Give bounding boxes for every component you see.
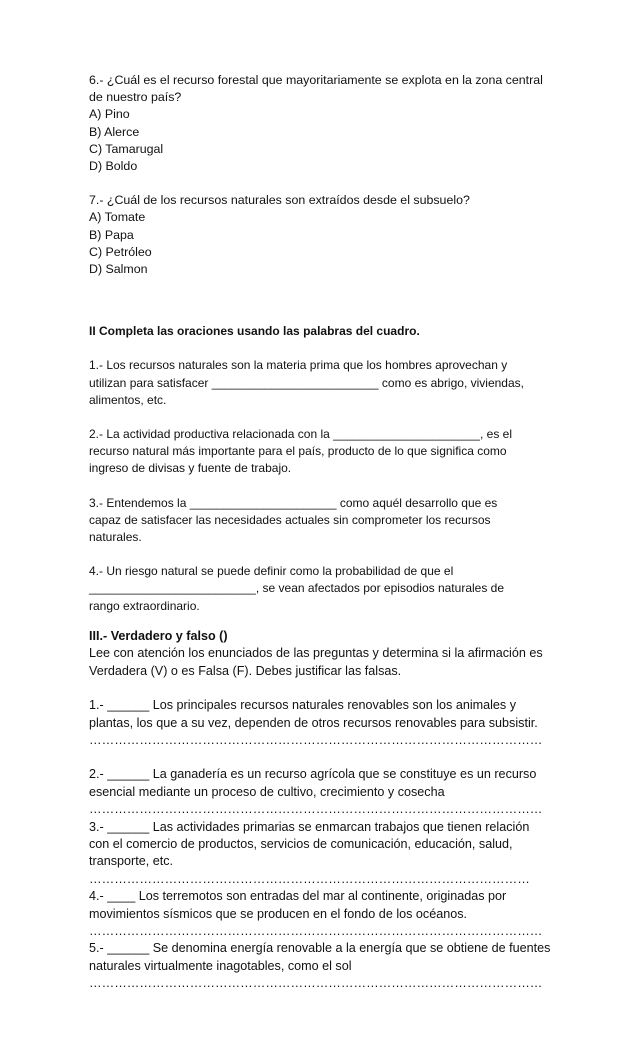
spacer: [89, 278, 559, 323]
spacer: [89, 749, 559, 766]
section-3-heading: III.- Verdadero y falso (): [89, 628, 228, 643]
question-7-line: 7.- ¿Cuál de los recursos naturales son extraídos desde el subsuelo?: [89, 193, 470, 208]
item-line: 1.- ______ Los principales recursos naturales renovables son los animales y: [89, 698, 517, 713]
fill-in-item-2: [89, 426, 559, 478]
item-line: movimientos sísmicos que se producen en el fondo de los océanos.: [89, 906, 468, 921]
item-line: rango extraordinario.: [89, 598, 200, 613]
item-line: utilizan para satisfacer _________________________ como es abrigo, viviendas,: [89, 375, 524, 390]
question-6-line: 6.- ¿Cuál es el recurso forestal que mayoritariamente se explota en la zona central: [89, 73, 543, 87]
question-6: [89, 72, 559, 175]
item-line: 3.- Entendemos la ______________________ como aquél desarrollo que es: [89, 495, 498, 510]
item-line: transporte, etc.: [89, 854, 173, 869]
section-2-heading: II Completa las oraciones usando las palabras del cuadro.: [89, 324, 420, 339]
justification-line: ………………………………………………………………………………………………: [89, 802, 543, 817]
spacer: [89, 546, 559, 563]
true-false-item-3: [89, 819, 559, 889]
item-line: 1.- Los recursos naturales son la materia prima que los hombres aprovechan y: [89, 358, 508, 373]
fill-in-item-4: [89, 563, 559, 615]
item-line: naturales.: [89, 530, 142, 545]
spacer: [89, 409, 559, 426]
fill-in-item-3: [89, 495, 559, 547]
document-page: [89, 72, 559, 993]
justification-line: ………………………………………………………………………………………………: [89, 976, 543, 991]
item-line: con el comercio de productos, servicios de comunicación, educación, salud,: [89, 836, 513, 851]
option-d: D) Boldo: [89, 159, 138, 174]
item-line: alimentos, etc.: [89, 392, 167, 407]
true-false-item-1: [89, 697, 559, 749]
option-a: A) Tomate: [89, 210, 146, 225]
question-6-line: de nuestro país?: [89, 90, 182, 105]
item-line: esencial mediante un proceso de cultivo, crecimiento y cosecha: [89, 784, 445, 799]
option-a: A) Pino: [89, 107, 130, 122]
option-d: D) Salmon: [89, 262, 148, 277]
item-line: 4.- Un riesgo natural se puede definir como la probabilidad de que el: [89, 564, 454, 579]
spacer: [89, 340, 559, 357]
item-line: capaz de satisfacer las necesidades actuales sin comprometer los recursos: [89, 512, 491, 527]
option-b: B) Papa: [89, 227, 134, 242]
spacer: [89, 615, 559, 628]
item-line: ingreso de divisas y fuente de trabajo.: [89, 461, 292, 476]
item-line: 3.- ______ Las actividades primarias se enmarcan trabajos que tienen relación: [89, 819, 530, 834]
option-b: B) Alerce: [89, 124, 140, 139]
question-7: [89, 192, 559, 278]
item-line: _________________________, se vean afectados por episodios naturales de: [89, 581, 505, 596]
item-line: 5.- ______ Se denomina energía renovable a la energía que se obtiene de fuentes: [89, 941, 551, 956]
fill-in-item-1: [89, 357, 559, 409]
justification-line: ………………………………………………………………………………………………: [89, 923, 543, 938]
section-3: [89, 628, 559, 993]
option-c: C) Petróleo: [89, 244, 152, 259]
spacer: [89, 680, 559, 697]
item-line: 2.- ______ La ganadería es un recurso agrícola que se constituye es un recurso: [89, 767, 537, 782]
true-false-item-4: [89, 888, 559, 940]
spacer: [89, 478, 559, 495]
item-line: plantas, los que a su vez, dependen de otros recursos renovables para subsistir.: [89, 715, 538, 730]
justification-line: ………………………………………………………………………………………………: [89, 732, 543, 747]
spacer: [89, 175, 559, 192]
item-line: 2.- La actividad productiva relacionada con la ______________________, es el: [89, 427, 512, 442]
section-3-intro-line: Lee con atención los enunciados de las preguntas y determina si la afirmación es: [89, 646, 543, 661]
item-line: naturales virtualmente inagotables, como el sol: [89, 958, 352, 973]
item-line: recurso natural más importante para el país, producto de lo que significa como: [89, 444, 507, 459]
section-3-intro-line: Verdadera (V) o es Falsa (F). Debes justificar las falsas.: [89, 663, 402, 678]
item-line: 4.- ____ Los terremotos son entradas del mar al continente, originadas por: [89, 889, 507, 904]
true-false-item-2: [89, 766, 559, 818]
section-2: [89, 323, 559, 615]
justification-line: ……………………………………………………………………………………………: [89, 871, 530, 886]
option-c: C) Tamarugal: [89, 141, 164, 156]
true-false-item-5: [89, 940, 559, 992]
